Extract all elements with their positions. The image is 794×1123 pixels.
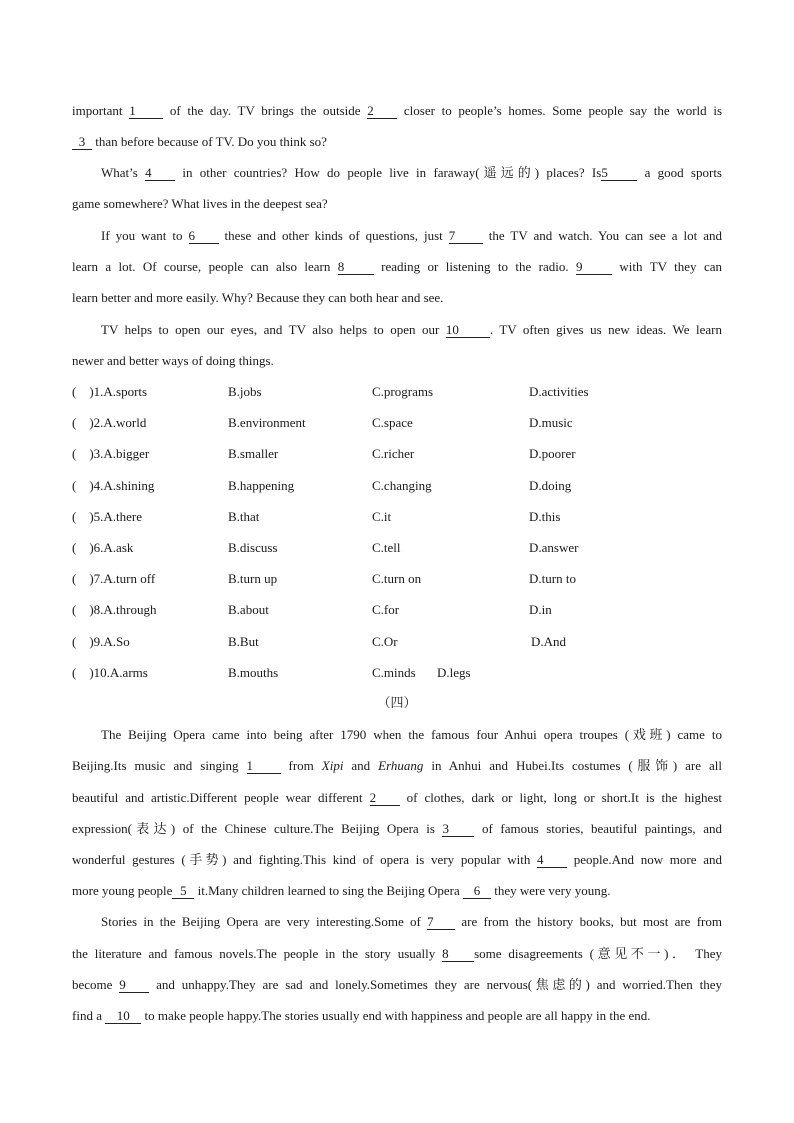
blank-3[interactable]: 3 (442, 822, 474, 837)
question-stem[interactable]: ( )10.A.arms (72, 665, 148, 680)
option-d[interactable]: D.answer (529, 540, 579, 555)
blank-3[interactable]: 3 (72, 135, 92, 150)
passage-line (72, 134, 722, 150)
passage-line (72, 758, 722, 774)
option-c[interactable]: C.Or (372, 634, 398, 649)
option-c[interactable]: C.for (372, 602, 400, 617)
text: and unhappy.They are sad and lonely.Sometimes they are nervous(焦虑的) and worried.Then they (149, 977, 723, 992)
blank-2[interactable]: 2 (370, 791, 400, 806)
blank-9[interactable]: 9 (119, 978, 149, 993)
text: learn a lot. Of course, people can also learn (72, 259, 338, 274)
question-stem[interactable]: ( )3.A.bigger (72, 446, 150, 461)
option-c[interactable]: C.tell (372, 540, 401, 555)
italic-term: Xipi (321, 758, 344, 773)
question-stem[interactable]: ( )8.A.through (72, 602, 157, 617)
question-stem[interactable]: ( )6.A.ask (72, 540, 134, 555)
passage-line (101, 228, 722, 244)
option-b[interactable]: B.But (228, 634, 259, 649)
passage-line (101, 322, 722, 338)
option-b[interactable]: B.smaller (228, 446, 279, 461)
option-d[interactable]: D.music (529, 415, 573, 430)
text: If you want to (101, 228, 189, 243)
text: more young people (72, 883, 173, 898)
blank-8[interactable]: 8 (442, 947, 474, 962)
text: TV helps to open our eyes, and TV also helps to open our (101, 322, 446, 337)
passage-line (72, 103, 722, 119)
option-c[interactable]: C.changing (372, 478, 432, 493)
text: from (280, 758, 322, 773)
option-d[interactable]: D.in (529, 602, 552, 617)
passage-line (101, 914, 722, 930)
question-stem[interactable]: ( )4.A.shining (72, 478, 155, 493)
passage-line (72, 977, 722, 993)
blank-1[interactable]: 1 (247, 759, 281, 774)
text: it.Many children learned to sing the Beijing Opera (194, 883, 463, 898)
blank-2[interactable]: 2 (367, 104, 397, 119)
option-d[interactable]: D.legs (437, 665, 471, 680)
option-c[interactable]: C.minds (372, 665, 416, 680)
option-b[interactable]: B.discuss (228, 540, 278, 555)
option-b[interactable]: B.happening (228, 478, 295, 493)
section-heading: （四） (377, 695, 417, 710)
blank-8[interactable]: 8 (338, 260, 374, 275)
option-b[interactable]: B.that (228, 509, 260, 524)
blank-4[interactable]: 4 (537, 853, 567, 868)
blank-9[interactable]: 9 (576, 260, 612, 275)
option-d[interactable]: D.poorer (529, 446, 576, 461)
text: closer to people’s homes. Some people say the world is (397, 103, 723, 118)
text: people.And now more and (567, 852, 722, 867)
passage-line (72, 946, 722, 962)
question-stem[interactable]: ( )9.A.So (72, 634, 130, 649)
text: of the day. TV brings the outside (163, 103, 368, 118)
blank-5[interactable]: 5 (601, 166, 637, 181)
text: with TV they can (612, 259, 722, 274)
passage-line (72, 1008, 722, 1024)
text: become (72, 977, 120, 992)
text: to make people happy.The stories usually end with happiness and people are all happy in the end. (141, 1008, 651, 1023)
text: important (72, 103, 130, 118)
passage-line (72, 790, 722, 806)
option-b[interactable]: B.turn up (228, 571, 278, 586)
option-c[interactable]: C.richer (372, 446, 415, 461)
text: Beijing.Its music and singing (72, 758, 247, 773)
passage-line: The Beijing Opera came into being after 1790 when the famous four Anhui opera troupes (戏班) came to (101, 727, 722, 742)
text: reading or listening to the radio. (373, 259, 577, 274)
question-stem[interactable]: ( )5.A.there (72, 509, 143, 524)
option-d[interactable]: D.this (529, 509, 561, 524)
blank-1[interactable]: 1 (129, 104, 163, 119)
italic-term: Erhuang (378, 758, 424, 773)
option-c[interactable]: C.programs (372, 384, 434, 399)
blank-4[interactable]: 4 (145, 166, 175, 181)
text: beautiful and artistic.Different people wear different (72, 790, 370, 805)
passage-line (72, 883, 722, 899)
text: than before because of TV. Do you think so? (92, 134, 327, 149)
blank-5[interactable]: 5 (172, 884, 194, 899)
passage-line (72, 259, 722, 275)
passage-line (101, 165, 722, 181)
option-d[interactable]: D.activities (529, 384, 589, 399)
option-b[interactable]: B.about (228, 602, 269, 617)
passage-line (72, 852, 722, 868)
option-c[interactable]: C.turn on (372, 571, 422, 586)
text: of famous stories, beautiful paintings, and (474, 821, 723, 836)
option-b[interactable]: B.environment (228, 415, 306, 430)
text: they were very young. (490, 883, 611, 898)
text: Stories in the Beijing Opera are very interesting.Some of (101, 914, 428, 929)
blank-6[interactable]: 6 (189, 229, 219, 244)
text: are from the history books, but most are from (455, 914, 722, 929)
question-stem[interactable]: ( )1.A.sports (72, 384, 148, 399)
option-b[interactable]: B.mouths (228, 665, 279, 680)
option-b[interactable]: B.jobs (228, 384, 262, 399)
text: and (343, 758, 379, 773)
text: the TV and watch. You can see a lot and (482, 228, 722, 243)
option-d[interactable]: D.doing (529, 478, 572, 493)
question-stem[interactable]: ( )7.A.turn off (72, 571, 156, 586)
text: . TV often gives us new ideas. We learn (489, 322, 722, 337)
passage-line: game somewhere? What lives in the deepest sea? (72, 196, 328, 211)
passage-line: learn better and more easily. Why? Because they can both hear and see. (72, 290, 444, 305)
text: of clothes, dark or light, long or short.It is the highest (399, 790, 722, 805)
option-c[interactable]: C.space (372, 415, 413, 430)
blank-10[interactable]: 10 (105, 1009, 141, 1024)
option-d[interactable]: D.turn to (529, 571, 576, 586)
text: the literature and famous novels.The people in the story usually (72, 946, 443, 961)
text: wonderful gestures (手势) and fighting.This kind of opera is very popular with (72, 852, 538, 867)
blank-7[interactable]: 7 (427, 915, 455, 930)
passage-line: newer and better ways of doing things. (72, 353, 274, 368)
option-d[interactable]: D.And (531, 634, 567, 649)
blank-6[interactable]: 6 (463, 884, 491, 899)
text: these and other kinds of questions, just (218, 228, 449, 243)
text: expression(表达) of the Chinese culture.The Beijing Opera is (72, 821, 443, 836)
blank-10[interactable]: 10 (446, 323, 490, 338)
option-c[interactable]: C.it (372, 509, 392, 524)
text: find a (72, 1008, 106, 1023)
text: in other countries? How do people live in faraway(遥远的) places? Is (175, 165, 602, 180)
text: What’s (101, 165, 146, 180)
text: a good sports (637, 165, 722, 180)
text: in Anhui and Hubei.Its costumes (服饰) are all (423, 758, 722, 773)
question-stem[interactable]: ( )2.A.world (72, 415, 147, 430)
passage-line (72, 821, 722, 837)
blank-7[interactable]: 7 (449, 229, 483, 244)
text: some disagreements (意见不一)． They (474, 946, 722, 961)
